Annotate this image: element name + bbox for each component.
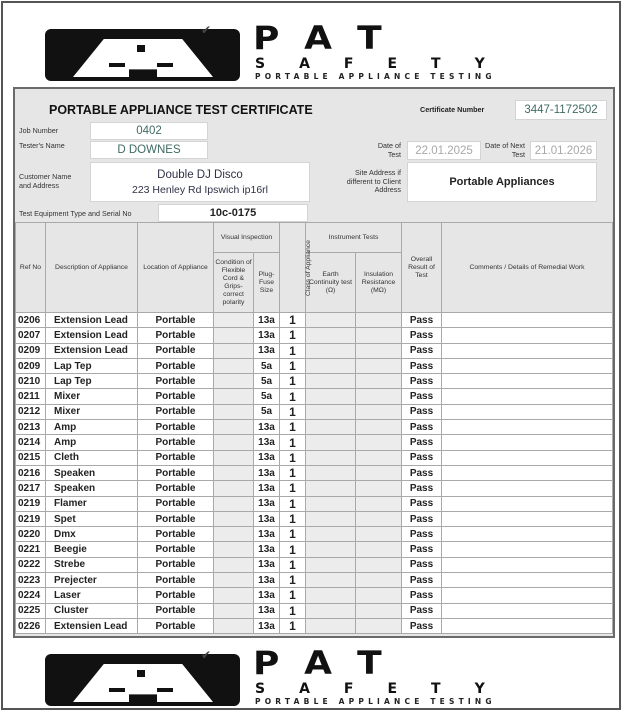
table-row <box>16 343 613 358</box>
comments-cell[interactable] <box>442 313 613 328</box>
condition-cell[interactable] <box>214 465 254 480</box>
class-cell[interactable]: 1 <box>280 328 306 343</box>
logo-tagline: PORTABLE APPLIANCE TESTING <box>255 697 496 706</box>
header-insulation: Insulation Resistance (MΩ) <box>356 253 402 313</box>
header-instrument-tests: Instrument Tests <box>306 223 402 253</box>
pat-safety-logo-bottom <box>43 645 588 708</box>
ref-cell[interactable]: 0219 <box>16 496 46 511</box>
next-test-label: Date of Next Test <box>485 141 525 159</box>
class-cell[interactable]: 1 <box>280 618 306 633</box>
header-fuse: Plug-Fuse Size <box>254 253 280 313</box>
ref-cell[interactable]: 0209 <box>16 358 46 373</box>
description-cell[interactable]: Extension Lead <box>46 328 138 343</box>
result-cell[interactable]: Pass <box>402 374 442 389</box>
earth-cell[interactable] <box>306 542 356 557</box>
earth-cell[interactable] <box>306 420 356 435</box>
pat-safety-logo-top <box>43 20 588 83</box>
class-cell[interactable]: 1 <box>280 343 306 358</box>
description-cell[interactable]: Extension Lead <box>46 313 138 328</box>
fuse-cell[interactable]: 5a <box>254 404 280 419</box>
class-cell[interactable]: 1 <box>280 389 306 404</box>
table-row <box>16 374 613 389</box>
earth-cell[interactable] <box>306 527 356 542</box>
result-cell[interactable]: Pass <box>402 389 442 404</box>
location-cell[interactable]: Portable <box>138 542 214 557</box>
result-cell[interactable]: Pass <box>402 618 442 633</box>
class-cell[interactable]: 1 <box>280 435 306 450</box>
insulation-cell[interactable] <box>356 573 402 588</box>
comments-cell[interactable] <box>442 603 613 618</box>
header-earth: Earth Continuity test (Ω) <box>306 253 356 313</box>
earth-cell[interactable] <box>306 389 356 404</box>
insulation-cell[interactable] <box>356 557 402 572</box>
fuse-cell[interactable]: 13a <box>254 603 280 618</box>
location-cell[interactable]: Portable <box>138 404 214 419</box>
fuse-cell[interactable]: 5a <box>254 389 280 404</box>
result-cell[interactable]: Pass <box>402 481 442 496</box>
condition-cell[interactable] <box>214 328 254 343</box>
earth-cell[interactable] <box>306 343 356 358</box>
result-cell[interactable]: Pass <box>402 573 442 588</box>
insulation-cell[interactable] <box>356 313 402 328</box>
insulation-cell[interactable] <box>356 343 402 358</box>
class-cell[interactable]: 1 <box>280 374 306 389</box>
earth-cell[interactable] <box>306 374 356 389</box>
ref-cell[interactable]: 0210 <box>16 374 46 389</box>
insulation-cell[interactable] <box>356 328 402 343</box>
insulation-cell[interactable] <box>356 588 402 603</box>
page-frame <box>1 1 621 710</box>
ref-cell[interactable]: 0213 <box>16 420 46 435</box>
class-cell[interactable]: 1 <box>280 420 306 435</box>
condition-cell[interactable] <box>214 542 254 557</box>
earth-cell[interactable] <box>306 313 356 328</box>
ref-cell[interactable]: 0214 <box>16 435 46 450</box>
table-row <box>16 527 613 542</box>
table-row <box>16 465 613 480</box>
condition-cell[interactable] <box>214 573 254 588</box>
insulation-cell[interactable] <box>356 618 402 633</box>
location-cell[interactable]: Portable <box>138 358 214 373</box>
test-equipment-field[interactable]: 10c-0175 <box>158 204 308 222</box>
job-number-label: Job Number <box>19 126 59 135</box>
insulation-cell[interactable] <box>356 496 402 511</box>
class-cell[interactable]: 1 <box>280 603 306 618</box>
class-cell[interactable]: 1 <box>280 557 306 572</box>
insulation-cell[interactable] <box>356 450 402 465</box>
header-result: Overall Result of Test <box>402 223 442 313</box>
table-row <box>16 435 613 450</box>
description-cell[interactable]: Speaken <box>46 465 138 480</box>
checkmark-icon: ✔ <box>201 648 212 662</box>
comments-cell[interactable] <box>442 527 613 542</box>
location-cell[interactable]: Portable <box>138 328 214 343</box>
ref-cell[interactable]: 0211 <box>16 389 46 404</box>
earth-cell[interactable] <box>306 404 356 419</box>
class-cell[interactable]: 1 <box>280 358 306 373</box>
condition-cell[interactable] <box>214 481 254 496</box>
fuse-cell[interactable]: 13a <box>254 435 280 450</box>
table-row <box>16 404 613 419</box>
checkmark-icon: ✔ <box>201 23 212 37</box>
result-cell[interactable]: Pass <box>402 527 442 542</box>
header-class: Class of Appliance <box>280 223 306 313</box>
fuse-cell[interactable]: 13a <box>254 465 280 480</box>
insulation-cell[interactable] <box>356 358 402 373</box>
location-cell[interactable]: Portable <box>138 603 214 618</box>
ref-cell[interactable]: 0224 <box>16 588 46 603</box>
fuse-cell[interactable]: 13a <box>254 542 280 557</box>
table-row <box>16 542 613 557</box>
location-cell[interactable]: Portable <box>138 511 214 526</box>
site-address-label: Site Address if different to Client Address <box>346 168 401 194</box>
comments-cell[interactable] <box>442 588 613 603</box>
earth-cell[interactable] <box>306 465 356 480</box>
ref-cell[interactable]: 0217 <box>16 481 46 496</box>
earth-cell[interactable] <box>306 358 356 373</box>
condition-cell[interactable] <box>214 557 254 572</box>
result-cell[interactable]: Pass <box>402 328 442 343</box>
insulation-cell[interactable] <box>356 420 402 435</box>
insulation-cell[interactable] <box>356 374 402 389</box>
comments-cell[interactable] <box>442 618 613 633</box>
customer-label: Customer Name and Address <box>19 172 72 190</box>
earth-cell[interactable] <box>306 450 356 465</box>
earth-cell[interactable] <box>306 435 356 450</box>
condition-cell[interactable] <box>214 343 254 358</box>
result-cell[interactable]: Pass <box>402 511 442 526</box>
description-cell[interactable]: Extensien Lead <box>46 618 138 633</box>
table-row <box>16 603 613 618</box>
condition-cell[interactable] <box>214 603 254 618</box>
description-cell[interactable]: Speaken <box>46 481 138 496</box>
fuse-cell[interactable]: 13a <box>254 328 280 343</box>
location-cell[interactable]: Portable <box>138 374 214 389</box>
table-row <box>16 389 613 404</box>
earth-cell[interactable] <box>306 328 356 343</box>
fuse-cell[interactable]: 5a <box>254 358 280 373</box>
result-cell[interactable]: Pass <box>402 542 442 557</box>
description-cell[interactable]: Extension Lead <box>46 343 138 358</box>
description-cell[interactable]: Strebe <box>46 557 138 572</box>
location-cell[interactable]: Portable <box>138 389 214 404</box>
earth-cell[interactable] <box>306 481 356 496</box>
table-row <box>16 328 613 343</box>
insulation-cell[interactable] <box>356 527 402 542</box>
location-cell[interactable]: Portable <box>138 450 214 465</box>
fuse-cell[interactable]: 13a <box>254 496 280 511</box>
location-cell[interactable]: Portable <box>138 313 214 328</box>
result-cell[interactable]: Pass <box>402 603 442 618</box>
insulation-cell[interactable] <box>356 511 402 526</box>
location-cell[interactable]: Portable <box>138 573 214 588</box>
comments-cell[interactable] <box>442 389 613 404</box>
comments-cell[interactable] <box>442 374 613 389</box>
description-cell[interactable]: Cleth <box>46 450 138 465</box>
header-visual-inspection: Visual Inspection <box>214 223 280 253</box>
location-cell[interactable]: Portable <box>138 481 214 496</box>
condition-cell[interactable] <box>214 511 254 526</box>
location-cell[interactable]: Portable <box>138 557 214 572</box>
result-cell[interactable]: Pass <box>402 465 442 480</box>
description-cell[interactable]: Mixer <box>46 404 138 419</box>
comments-cell[interactable] <box>442 511 613 526</box>
comments-cell[interactable] <box>442 481 613 496</box>
table-row <box>16 481 613 496</box>
ref-cell[interactable]: 0206 <box>16 313 46 328</box>
earth-cell[interactable] <box>306 557 356 572</box>
earth-cell[interactable] <box>306 618 356 633</box>
class-cell[interactable]: 1 <box>280 404 306 419</box>
description-cell[interactable]: Amp <box>46 420 138 435</box>
logo-word: PAT <box>253 645 410 683</box>
condition-cell[interactable] <box>214 420 254 435</box>
comments-cell[interactable] <box>442 465 613 480</box>
comments-cell[interactable] <box>442 358 613 373</box>
table-row <box>16 420 613 435</box>
date-of-test-label: Date of Test <box>377 141 401 159</box>
header-location: Location of Appliance <box>138 223 214 313</box>
comments-cell[interactable] <box>442 404 613 419</box>
ref-cell[interactable]: 0221 <box>16 542 46 557</box>
insulation-cell[interactable] <box>356 481 402 496</box>
fuse-cell[interactable]: 13a <box>254 511 280 526</box>
table-row <box>16 511 613 526</box>
ref-cell[interactable]: 0225 <box>16 603 46 618</box>
logo-sub: SAFETY <box>255 681 519 697</box>
earth-cell[interactable] <box>306 573 356 588</box>
ref-cell[interactable]: 0222 <box>16 557 46 572</box>
class-cell[interactable]: 1 <box>280 511 306 526</box>
fuse-cell[interactable]: 13a <box>254 481 280 496</box>
comments-cell[interactable] <box>442 573 613 588</box>
ref-cell[interactable]: 0207 <box>16 328 46 343</box>
class-cell[interactable]: 1 <box>280 481 306 496</box>
logo-sub: SAFETY <box>255 56 519 72</box>
condition-cell[interactable] <box>214 588 254 603</box>
description-cell[interactable]: Cluster <box>46 603 138 618</box>
header-ref: Ref No <box>16 223 46 313</box>
next-test-field[interactable]: 21.01.2026 <box>530 141 597 160</box>
result-cell[interactable]: Pass <box>402 588 442 603</box>
site-address-field[interactable]: Portable Appliances <box>407 162 597 202</box>
fuse-cell[interactable]: 13a <box>254 588 280 603</box>
fuse-cell[interactable]: 13a <box>254 450 280 465</box>
earth-cell[interactable] <box>306 511 356 526</box>
table-row <box>16 618 613 633</box>
earth-cell[interactable] <box>306 496 356 511</box>
insulation-cell[interactable] <box>356 389 402 404</box>
result-cell[interactable]: Pass <box>402 358 442 373</box>
description-cell[interactable]: Mixer <box>46 389 138 404</box>
ref-cell[interactable]: 0219 <box>16 511 46 526</box>
location-cell[interactable]: Portable <box>138 527 214 542</box>
ref-cell[interactable]: 0226 <box>16 618 46 633</box>
insulation-cell[interactable] <box>356 404 402 419</box>
comments-cell[interactable] <box>442 420 613 435</box>
fuse-cell[interactable]: 5a <box>254 374 280 389</box>
ref-cell[interactable]: 0209 <box>16 343 46 358</box>
result-cell[interactable]: Pass <box>402 450 442 465</box>
fuse-cell[interactable]: 13a <box>254 343 280 358</box>
comments-cell[interactable] <box>442 557 613 572</box>
job-number-field[interactable]: 0402 <box>90 122 208 140</box>
class-cell[interactable]: 1 <box>280 313 306 328</box>
location-cell[interactable]: Portable <box>138 420 214 435</box>
class-cell[interactable]: 1 <box>280 496 306 511</box>
appliance-table <box>15 222 613 634</box>
description-cell[interactable]: Dmx <box>46 527 138 542</box>
insulation-cell[interactable] <box>356 603 402 618</box>
table-row <box>16 557 613 572</box>
comments-cell[interactable] <box>442 343 613 358</box>
location-cell[interactable]: Portable <box>138 496 214 511</box>
logo-tagline: PORTABLE APPLIANCE TESTING <box>255 72 496 81</box>
test-equipment-label: Test Equipment Type and Serial No <box>19 209 132 218</box>
location-cell[interactable]: Portable <box>138 465 214 480</box>
description-cell[interactable]: Amp <box>46 435 138 450</box>
condition-cell[interactable] <box>214 358 254 373</box>
table-row <box>16 588 613 603</box>
condition-cell[interactable] <box>214 496 254 511</box>
logo-word: PAT <box>253 20 410 58</box>
description-cell[interactable]: Beegie <box>46 542 138 557</box>
certificate-sheet <box>13 87 615 638</box>
header-description: Description of Appliance <box>46 223 138 313</box>
result-cell[interactable]: Pass <box>402 343 442 358</box>
description-cell[interactable]: Prejecter <box>46 573 138 588</box>
ref-cell[interactable]: 0216 <box>16 465 46 480</box>
condition-cell[interactable] <box>214 313 254 328</box>
table-row <box>16 573 613 588</box>
table-row <box>16 313 613 328</box>
header-condition: Condition of Flexible Cord & Grips-correct polarity <box>214 253 254 313</box>
condition-cell[interactable] <box>214 389 254 404</box>
ref-cell[interactable]: 0220 <box>16 527 46 542</box>
result-cell[interactable]: Pass <box>402 420 442 435</box>
fuse-cell[interactable]: 13a <box>254 618 280 633</box>
earth-cell[interactable] <box>306 588 356 603</box>
customer-field[interactable] <box>90 162 310 202</box>
earth-cell[interactable] <box>306 603 356 618</box>
location-cell[interactable]: Portable <box>138 343 214 358</box>
class-cell[interactable]: 1 <box>280 542 306 557</box>
class-cell[interactable]: 1 <box>280 450 306 465</box>
condition-cell[interactable] <box>214 527 254 542</box>
comments-cell[interactable] <box>442 450 613 465</box>
ref-cell[interactable]: 0223 <box>16 573 46 588</box>
certificate-number-field[interactable]: 3447-1172502 <box>515 100 607 120</box>
fuse-cell[interactable]: 13a <box>254 573 280 588</box>
comments-cell[interactable] <box>442 542 613 557</box>
condition-cell[interactable] <box>214 435 254 450</box>
location-cell[interactable]: Portable <box>138 588 214 603</box>
customer-name: Double DJ Disco <box>157 168 243 181</box>
condition-cell[interactable] <box>214 450 254 465</box>
class-cell[interactable]: 1 <box>280 588 306 603</box>
fuse-cell[interactable]: 13a <box>254 557 280 572</box>
description-cell[interactable]: Lap Tep <box>46 374 138 389</box>
comments-cell[interactable] <box>442 328 613 343</box>
table-row <box>16 450 613 465</box>
ref-cell[interactable]: 0215 <box>16 450 46 465</box>
condition-cell[interactable] <box>214 618 254 633</box>
fuse-cell[interactable]: 13a <box>254 527 280 542</box>
comments-cell[interactable] <box>442 496 613 511</box>
description-cell[interactable]: Spet <box>46 511 138 526</box>
class-cell[interactable]: 1 <box>280 527 306 542</box>
certificate-number-label: Certificate Number <box>420 105 485 114</box>
location-cell[interactable]: Portable <box>138 618 214 633</box>
location-cell[interactable]: Portable <box>138 435 214 450</box>
condition-cell[interactable] <box>214 374 254 389</box>
table-row <box>16 496 613 511</box>
header-comments: Comments / Details of Remedial Work <box>442 223 613 313</box>
description-cell[interactable]: Flamer <box>46 496 138 511</box>
certificate-title: PORTABLE APPLIANCE TEST CERTIFICATE <box>49 103 313 117</box>
class-cell[interactable]: 1 <box>280 573 306 588</box>
result-cell[interactable]: Pass <box>402 313 442 328</box>
table-row <box>16 358 613 373</box>
date-of-test-field[interactable]: 22.01.2025 <box>407 141 481 160</box>
result-cell[interactable]: Pass <box>402 496 442 511</box>
tester-name-field[interactable]: D DOWNES <box>90 141 208 159</box>
class-cell[interactable]: 1 <box>280 465 306 480</box>
description-cell[interactable]: Laser <box>46 588 138 603</box>
insulation-cell[interactable] <box>356 542 402 557</box>
result-cell[interactable]: Pass <box>402 557 442 572</box>
insulation-cell[interactable] <box>356 465 402 480</box>
condition-cell[interactable] <box>214 404 254 419</box>
fuse-cell[interactable]: 13a <box>254 313 280 328</box>
tester-name-label: Tester's Name <box>19 141 65 150</box>
ref-cell[interactable]: 0212 <box>16 404 46 419</box>
description-cell[interactable]: Lap Tep <box>46 358 138 373</box>
insulation-cell[interactable] <box>356 435 402 450</box>
comments-cell[interactable] <box>442 435 613 450</box>
customer-address: 223 Henley Rd Ipswich ip16rl <box>132 183 268 196</box>
result-cell[interactable]: Pass <box>402 435 442 450</box>
fuse-cell[interactable]: 13a <box>254 420 280 435</box>
result-cell[interactable]: Pass <box>402 404 442 419</box>
